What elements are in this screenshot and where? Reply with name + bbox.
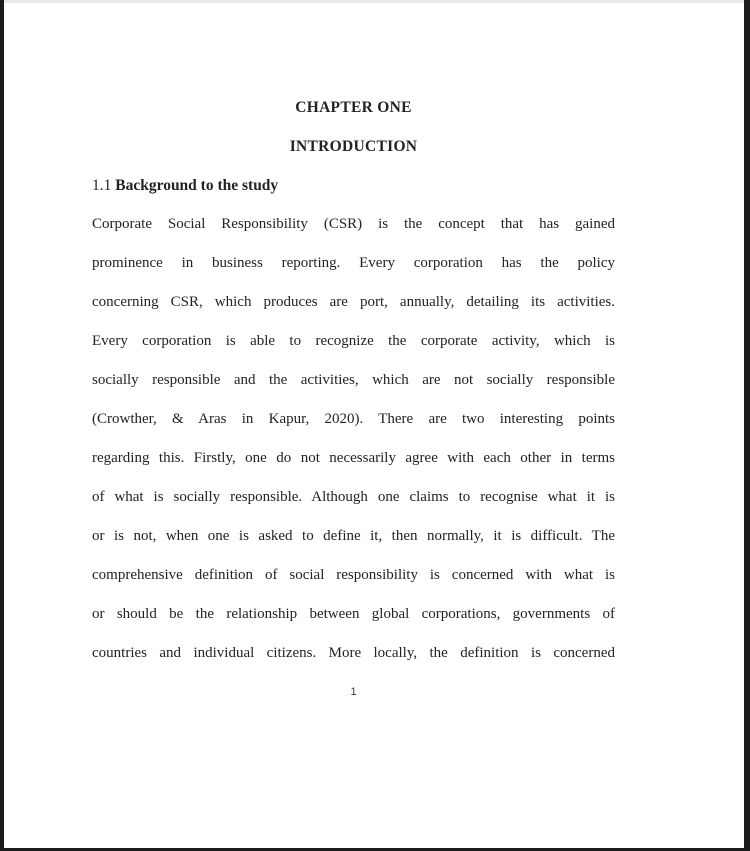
right-edge-bar (744, 0, 750, 851)
left-edge-bar (0, 0, 4, 851)
paragraph-line: of what is socially responsible. Although one claims to recognise what it is (92, 489, 615, 505)
paragraph-line: prominence in business reporting. Every corporation has the policy (92, 255, 615, 271)
chapter-heading: CHAPTER ONE (295, 99, 412, 116)
page-content (92, 88, 615, 673)
top-edge-strip (0, 0, 750, 3)
paragraph-line: or should be the relationship between global corporations, governments of (92, 606, 615, 622)
paragraph-line: concerning CSR, which produces are port, annually, detailing its activities. (92, 294, 615, 310)
paragraph-line: or is not, when one is asked to define it, then normally, it is difficult. The (92, 528, 615, 544)
paragraph-line: socially responsible and the activities, which are not socially responsible (92, 372, 615, 388)
paragraph-line: countries and individual citizens. More locally, the definition is concerned (92, 645, 615, 661)
page-number: 1 (350, 686, 357, 698)
introduction-heading: INTRODUCTION (289, 138, 418, 155)
section-title: Background to the study (115, 177, 279, 194)
section-heading (92, 166, 615, 205)
section-number: 1.1 (92, 177, 112, 194)
paragraph-line: (Crowther, & Aras in Kapur, 2020). There are two interesting points (92, 411, 615, 427)
paragraph-line: Every corporation is able to recognize the corporate activity, which is (92, 333, 615, 349)
paragraph-line: regarding this. Firstly, one do not necessarily agree with each other in terms (92, 450, 615, 466)
paragraph-line: comprehensive definition of social responsibility is concerned with what is (92, 567, 615, 583)
body-paragraph (92, 205, 615, 673)
paragraph-line: Corporate Social Responsibility (CSR) is the concept that has gained (92, 216, 615, 232)
